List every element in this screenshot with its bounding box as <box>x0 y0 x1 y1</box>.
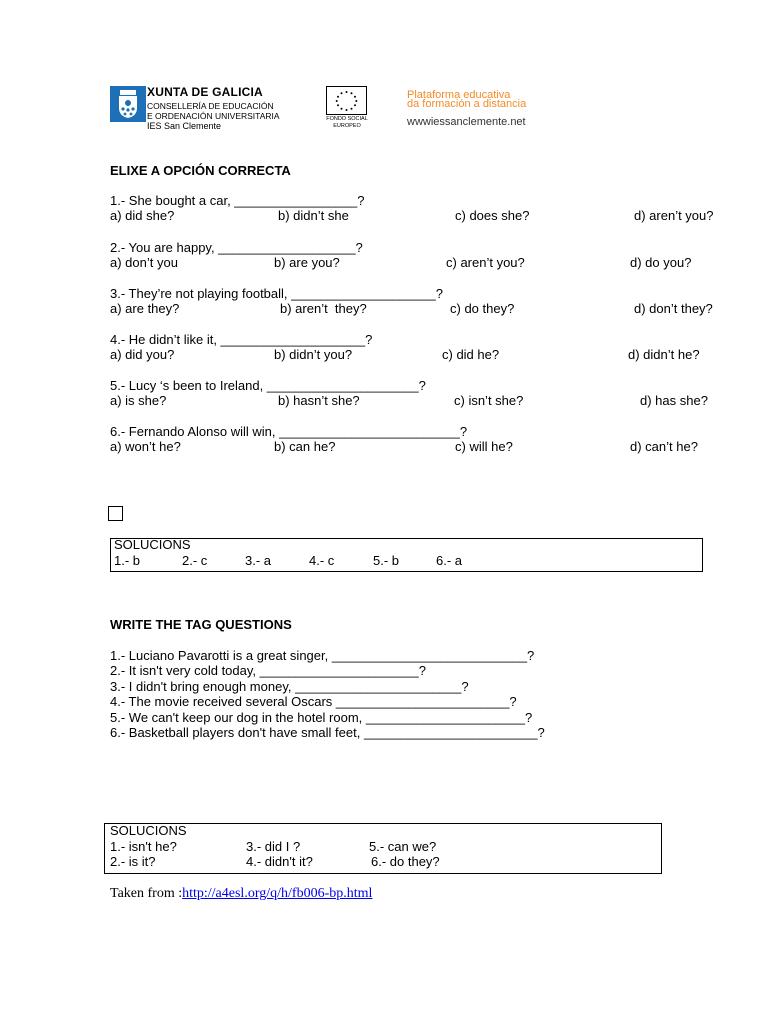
solution-item: 6.- a <box>436 553 463 568</box>
tag-question-4: 4.- The movie received several Oscars ________________________? <box>110 694 517 709</box>
org-subtitle: CONSELLERÍA DE EDUCACIÓN E ORDENACIÓN UNIVERSITARIA IES San Clemente <box>147 101 280 131</box>
solution-item: 2.- is it? <box>110 854 156 869</box>
solution-item: 3.- a <box>245 553 272 568</box>
option-a: a) won’t he? <box>110 439 181 454</box>
solutions-label: SOLUCIONS <box>110 823 187 838</box>
section1-title: ELIXE A OPCIÓN CORRECTA <box>110 163 291 178</box>
solution-item: 5.- can we? <box>369 839 437 854</box>
platform-title: Plataforma educativa <box>407 89 511 101</box>
solution-item: 1.- b <box>114 553 141 568</box>
section2-title: WRITE THE TAG QUESTIONS <box>110 617 292 632</box>
tag-question-6: 6.- Basketball players don't have small feet, ________________________? <box>110 725 545 740</box>
solution-item: 3.- did I ? <box>246 839 301 854</box>
eu-caption: FONDO SOCIAL EUROPEO <box>326 116 368 129</box>
option-d: d) do you? <box>630 255 692 270</box>
option-c: c) does she? <box>455 208 530 223</box>
option-a: a) did she? <box>110 208 175 223</box>
option-c: c) aren’t you? <box>446 255 525 270</box>
option-b: b) didn’t you? <box>274 347 353 362</box>
question-1: 1.- She bought a car, _________________? <box>110 193 365 208</box>
option-c: c) will he? <box>455 439 513 454</box>
platform-subtitle: da formación a distancia <box>407 98 527 110</box>
taken-from-label: Taken from : <box>110 886 183 901</box>
option-d: d) has she? <box>640 393 708 408</box>
option-a: a) is she? <box>110 393 167 408</box>
source-credit <box>110 886 372 902</box>
solution-item: 1.- isn't he? <box>110 839 177 854</box>
option-d: d) didn’t he? <box>628 347 700 362</box>
option-b: b) can he? <box>274 439 336 454</box>
tag-question-2: 2.- It isn't very cold today, ______________________? <box>110 663 426 678</box>
solution-item: 4.- didn't it? <box>246 854 313 869</box>
option-a: a) are they? <box>110 301 180 316</box>
question-5: 5.- Lucy ‘s been to Ireland, _____________________? <box>110 378 426 393</box>
option-a: a) did you? <box>110 347 175 362</box>
eu-flag-icon <box>326 86 367 115</box>
option-a: a) don’t you <box>110 255 178 270</box>
source-link[interactable]: http://a4esl.org/q/h/fb006-bp.html <box>182 886 373 901</box>
checkbox[interactable] <box>108 506 123 521</box>
tag-question-5: 5.- We can't keep our dog in the hotel room, ______________________? <box>110 710 533 725</box>
question-4: 4.- He didn’t like it, ____________________? <box>110 332 373 347</box>
option-c: c) do they? <box>450 301 515 316</box>
question-2: 2.- You are happy, ___________________? <box>110 240 363 255</box>
platform-url: wwwiessanclemente.net <box>407 116 526 128</box>
option-b: b) didn’t she <box>278 208 349 223</box>
option-b: b) aren’t they? <box>280 301 367 316</box>
option-b: b) are you? <box>274 255 340 270</box>
option-c: c) did he? <box>442 347 500 362</box>
solution-item: 5.- b <box>373 553 400 568</box>
option-b: b) hasn’t she? <box>278 393 360 408</box>
tag-question-3: 3.- I didn't bring enough money, _______________________? <box>110 679 469 694</box>
tag-question-1: 1.- Luciano Pavarotti is a great singer, ___________________________? <box>110 648 535 663</box>
option-d: d) aren’t you? <box>634 208 714 223</box>
solution-item: 2.- c <box>182 553 208 568</box>
org-title: XUNTA DE GALICIA <box>147 85 263 99</box>
xunta-logo-icon <box>110 86 146 122</box>
solution-item: 6.- do they? <box>371 854 440 869</box>
option-d: d) don’t they? <box>634 301 713 316</box>
question-6: 6.- Fernando Alonso will win, _________________________? <box>110 424 468 439</box>
option-c: c) isn’t she? <box>454 393 524 408</box>
solution-item: 4.- c <box>309 553 335 568</box>
solutions-label: SOLUCIONS <box>114 537 191 552</box>
question-3: 3.- They’re not playing football, ____________________? <box>110 286 443 301</box>
option-d: d) can’t he? <box>630 439 698 454</box>
